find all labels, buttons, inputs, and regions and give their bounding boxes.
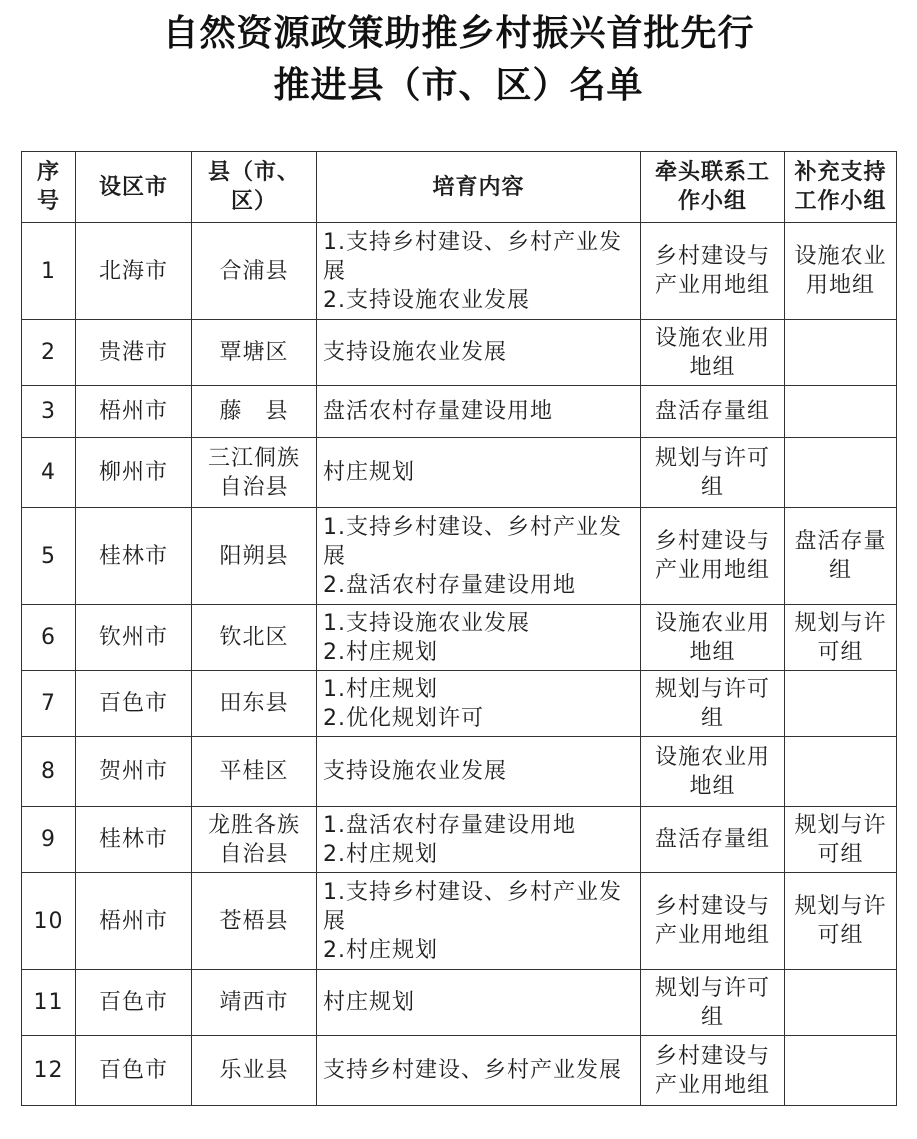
- row-support-group-cell: [785, 671, 897, 737]
- row-city-cell: 梧州市: [76, 386, 192, 438]
- table-header-row: [22, 152, 897, 223]
- row-no-cell: 11: [22, 970, 76, 1036]
- row-city-cell: 百色市: [76, 671, 192, 737]
- table-body: [22, 223, 897, 1106]
- content-line: 村庄规划: [323, 990, 416, 1015]
- row-content-cell: [317, 438, 641, 508]
- row-content-cell: [317, 320, 641, 386]
- row-county-cell: 龙胜各族自治县: [192, 807, 317, 873]
- row-county-cell: 合浦县: [192, 223, 317, 320]
- row-support-group-cell: [785, 970, 897, 1036]
- row-support-group-cell: 规划与许可组: [785, 873, 897, 970]
- content-line: 盘活农村存量建设用地: [323, 399, 554, 424]
- row-county-cell: 乐业县: [192, 1036, 317, 1106]
- row-city-cell: 桂林市: [76, 807, 192, 873]
- row-support-group-cell: [785, 320, 897, 386]
- header-support-group: 补充支持工作小组: [785, 152, 897, 223]
- content-line: 2.村庄规划: [323, 639, 438, 665]
- header-county: 县（市、区）: [192, 152, 317, 223]
- row-content-cell: [317, 223, 641, 320]
- content-line: 1.支持乡村建设、乡村产业发展: [323, 229, 622, 284]
- table-row: [22, 737, 897, 807]
- row-no-cell: 10: [22, 873, 76, 970]
- row-no-cell: 8: [22, 737, 76, 807]
- header-lead-group: 牵头联系工作小组: [641, 152, 785, 223]
- row-no-cell: 3: [22, 386, 76, 438]
- row-county-cell: 藤 县: [192, 386, 317, 438]
- row-support-group-cell: [785, 438, 897, 508]
- page-title-line-2: 推进县（市、区）名单: [273, 65, 644, 106]
- row-no-cell: 5: [22, 508, 76, 605]
- row-city-cell: 钦州市: [76, 605, 192, 671]
- row-city-cell: 桂林市: [76, 508, 192, 605]
- row-lead-group-cell: 规划与许可组: [641, 438, 785, 508]
- row-content-cell: [317, 807, 641, 873]
- row-no-cell: 6: [22, 605, 76, 671]
- row-content-cell: [317, 605, 641, 671]
- row-lead-group-cell: 乡村建设与产业用地组: [641, 508, 785, 605]
- row-lead-group-cell: 设施农业用地组: [641, 320, 785, 386]
- content-line: 2.盘活农村存量建设用地: [323, 572, 576, 598]
- content-line: 支持乡村建设、乡村产业发展: [323, 1058, 623, 1083]
- table-row: [22, 671, 897, 737]
- row-content-cell: [317, 873, 641, 970]
- row-support-group-cell: [785, 386, 897, 438]
- table-row: [22, 970, 897, 1036]
- content-line: 1.支持乡村建设、乡村产业发展: [323, 879, 622, 934]
- row-no-cell: 4: [22, 438, 76, 508]
- row-lead-group-cell: 乡村建设与产业用地组: [641, 873, 785, 970]
- row-no-cell: 2: [22, 320, 76, 386]
- row-support-group-cell: 规划与许可组: [785, 807, 897, 873]
- table-row: [22, 386, 897, 438]
- row-city-cell: 百色市: [76, 970, 192, 1036]
- county-list-table: [21, 151, 897, 1106]
- row-lead-group-cell: 设施农业用地组: [641, 737, 785, 807]
- row-county-cell: 钦北区: [192, 605, 317, 671]
- content-line: 1.村庄规划: [323, 676, 438, 702]
- header-content: 培育内容: [317, 152, 641, 223]
- row-no-cell: 1: [22, 223, 76, 320]
- row-no-cell: 7: [22, 671, 76, 737]
- row-content-cell: [317, 1036, 641, 1106]
- table-row: [22, 605, 897, 671]
- content-line: 2.村庄规划: [323, 841, 438, 867]
- table-row: [22, 1036, 897, 1106]
- row-county-cell: 靖西市: [192, 970, 317, 1036]
- row-lead-group-cell: 规划与许可组: [641, 671, 785, 737]
- row-county-cell: 苍梧县: [192, 873, 317, 970]
- row-county-cell: 平桂区: [192, 737, 317, 807]
- row-lead-group-cell: 盘活存量组: [641, 807, 785, 873]
- row-lead-group-cell: 规划与许可组: [641, 970, 785, 1036]
- content-line: 2.支持设施农业发展: [323, 287, 530, 313]
- table-row: [22, 320, 897, 386]
- content-line: 2.优化规划许可: [323, 705, 484, 731]
- row-lead-group-cell: 盘活存量组: [641, 386, 785, 438]
- content-line: 1.支持乡村建设、乡村产业发展: [323, 514, 622, 569]
- row-content-cell: [317, 386, 641, 438]
- row-county-cell: 三江侗族自治县: [192, 438, 317, 508]
- content-line: 1.盘活农村存量建设用地: [323, 812, 576, 838]
- row-county-cell: 覃塘区: [192, 320, 317, 386]
- table-row: [22, 807, 897, 873]
- row-support-group-cell: [785, 737, 897, 807]
- row-support-group-cell: 规划与许可组: [785, 605, 897, 671]
- row-no-cell: 12: [22, 1036, 76, 1106]
- content-line: 支持设施农业发展: [323, 340, 508, 365]
- row-county-cell: 阳朔县: [192, 508, 317, 605]
- row-lead-group-cell: 乡村建设与产业用地组: [641, 223, 785, 320]
- row-content-cell: [317, 508, 641, 605]
- row-support-group-cell: [785, 1036, 897, 1106]
- table-row: [22, 873, 897, 970]
- row-city-cell: 柳州市: [76, 438, 192, 508]
- row-content-cell: [317, 970, 641, 1036]
- header-city: 设区市: [76, 152, 192, 223]
- row-city-cell: 北海市: [76, 223, 192, 320]
- content-line: 1.支持设施农业发展: [323, 610, 530, 636]
- row-city-cell: 百色市: [76, 1036, 192, 1106]
- table-row: [22, 438, 897, 508]
- table-row: [22, 508, 897, 605]
- row-city-cell: 贵港市: [76, 320, 192, 386]
- header-no: 序号: [22, 152, 76, 223]
- row-city-cell: 梧州市: [76, 873, 192, 970]
- row-no-cell: 9: [22, 807, 76, 873]
- row-lead-group-cell: 乡村建设与产业用地组: [641, 1036, 785, 1106]
- row-lead-group-cell: 设施农业用地组: [641, 605, 785, 671]
- row-support-group-cell: 设施农业用地组: [785, 223, 897, 320]
- page-title-line-1: 自然资源政策助推乡村振兴首批先行: [162, 13, 755, 54]
- row-content-cell: [317, 737, 641, 807]
- row-support-group-cell: 盘活存量组: [785, 508, 897, 605]
- row-city-cell: 贺州市: [76, 737, 192, 807]
- row-county-cell: 田东县: [192, 671, 317, 737]
- row-content-cell: [317, 671, 641, 737]
- table-row: [22, 223, 897, 320]
- content-line: 2.村庄规划: [323, 937, 438, 963]
- content-line: 支持设施农业发展: [323, 759, 508, 784]
- content-line: 村庄规划: [323, 460, 416, 485]
